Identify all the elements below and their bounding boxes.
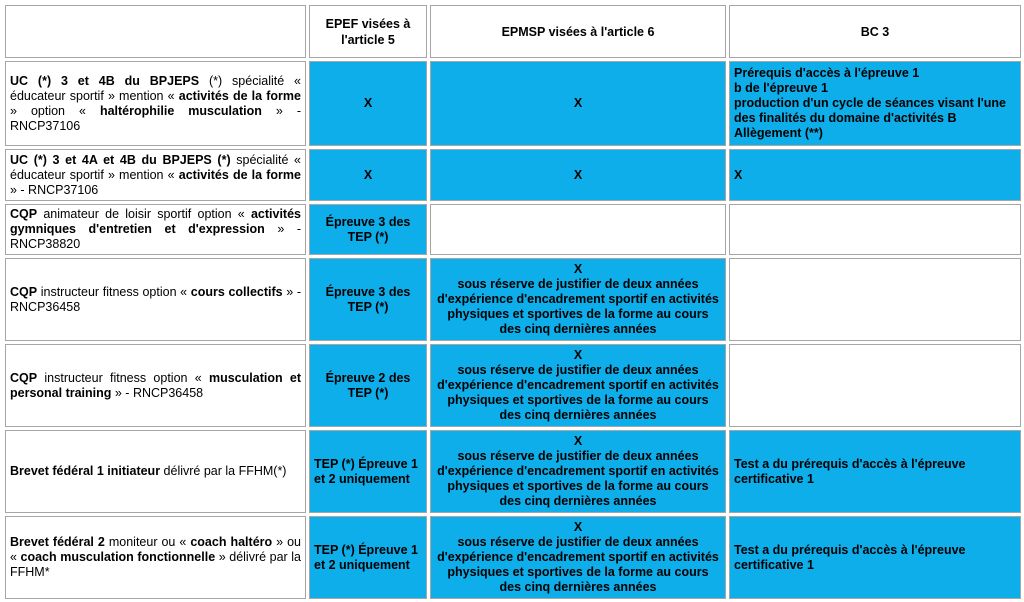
row-label-segment: UC (*) 3 et 4B du BPJEPS: [10, 73, 200, 88]
table-row: [5, 516, 1021, 599]
bc3-cell: [729, 61, 1021, 146]
epef-cell: TEP (*) Épreuve 1 et 2 uniquement: [309, 516, 427, 599]
table-row: [5, 430, 1021, 513]
bc3-line: b de l'épreuve 1: [734, 81, 828, 95]
epmsp-line: X: [573, 434, 583, 448]
bc3-line: Prérequis d'accès à l'épreuve 1: [734, 66, 920, 80]
epef-cell: TEP (*) Épreuve 1 et 2 uniquement: [309, 430, 427, 513]
bc3-line: Allègement (**): [734, 126, 823, 140]
header-row: [5, 5, 1021, 58]
epmsp-cell: [430, 61, 726, 146]
row-label-segment: moniteur ou «: [104, 535, 191, 549]
bc3-line: Test a du prérequis d'accès à l'épreuve certificative 1: [734, 542, 966, 572]
row-label-segment: » délivré par la FFHM*: [10, 550, 301, 579]
bc3-line: production d'un cycle de séances visant l'une des finalités du domaine d'activités B: [734, 96, 1006, 125]
epmsp-line: X: [573, 96, 583, 110]
epmsp-line: sous réserve de justifier de deux années d'expérience d'encadrement sportif en activités physiques et sportives de la forme au cours des cinq dernières années: [437, 449, 719, 508]
epmsp-line: X: [573, 262, 583, 276]
epmsp-cell: [430, 204, 726, 255]
bc3-line: X: [734, 167, 743, 182]
row-label-segment: activités de la forme: [178, 167, 301, 182]
row-label-segment: Brevet fédéral 2: [10, 535, 105, 549]
row-label-segment: Brevet fédéral 1 initiateur: [10, 464, 161, 478]
row-label-segment: (*) spécialité « éducateur sportif » mention «: [10, 73, 301, 103]
epef-cell: X: [309, 149, 427, 201]
row-label-segment: activités gymniques d'entretien et d'expression: [10, 207, 301, 236]
header-bc3: BC 3: [729, 5, 1021, 58]
row-label-segment: » ou «: [10, 535, 302, 564]
row-label: [5, 258, 306, 341]
row-label-segment: CQP: [10, 207, 38, 221]
row-label: [5, 344, 306, 427]
row-label-segment: » - RNCP38820: [10, 222, 302, 251]
epmsp-line: X: [573, 167, 583, 182]
epmsp-cell: [430, 149, 726, 201]
epmsp-cell: [430, 344, 726, 427]
row-label-segment: » option «: [10, 103, 100, 118]
header-empty: [5, 5, 306, 58]
epmsp-line: X: [573, 520, 583, 534]
epmsp-cell: [430, 516, 726, 599]
table-row: [5, 204, 1021, 255]
epmsp-cell: [430, 258, 726, 341]
row-label-segment: coach haltéro: [190, 535, 273, 549]
header-epmsp: EPMSP visées à l'article 6: [430, 5, 726, 58]
epmsp-cell: [430, 430, 726, 513]
table-row: [5, 61, 1021, 146]
row-label-segment: instructeur fitness option «: [37, 370, 209, 385]
row-label-segment: haltérophilie musculation: [99, 103, 262, 118]
row-label-segment: » - RNCP37106: [10, 182, 99, 197]
row-label-segment: coach musculation fonctionnelle: [20, 550, 216, 564]
epef-cell: Épreuve 2 des TEP (*): [309, 344, 427, 427]
bc3-cell: [729, 204, 1021, 255]
row-label: [5, 516, 306, 599]
row-label-segment: activités de la forme: [178, 88, 301, 103]
table-row: [5, 344, 1021, 427]
row-label-segment: CQP: [10, 284, 38, 299]
bc3-cell: [729, 149, 1021, 201]
bc3-cell: [729, 344, 1021, 427]
row-label-segment: spécialité « éducateur sportif » mention «: [10, 152, 302, 182]
epef-cell: Épreuve 3 des TEP (*): [309, 204, 427, 255]
row-label-segment: délivré par la FFHM(*): [160, 464, 287, 478]
row-label-segment: » - RNCP37106: [10, 103, 301, 133]
bc3-cell: [729, 430, 1021, 513]
header-epef: EPEF visées à l'article 5: [309, 5, 427, 58]
table-row: [5, 258, 1021, 341]
epmsp-line: sous réserve de justifier de deux années d'expérience d'encadrement sportif en activités physiques et sportives de la forme au cours des cinq dernières années: [437, 535, 719, 594]
row-label: [5, 61, 306, 146]
row-label-segment: instructeur fitness option «: [37, 284, 191, 299]
equivalence-table: [2, 2, 1024, 602]
epef-cell: Épreuve 3 des TEP (*): [309, 258, 427, 341]
row-label-segment: cours collectifs: [190, 284, 283, 299]
epmsp-line: X: [573, 348, 583, 362]
row-label-segment: UC (*) 3 et 4A et 4B du BPJEPS (*): [10, 152, 231, 167]
row-label-segment: » - RNCP36458: [111, 385, 204, 400]
table-row: [5, 149, 1021, 201]
epef-cell: X: [309, 61, 427, 146]
row-label: [5, 149, 306, 201]
bc3-line: Test a du prérequis d'accès à l'épreuve certificative 1: [734, 456, 966, 486]
row-label: [5, 430, 306, 513]
row-label-segment: animateur de loisir sportif option «: [37, 207, 251, 221]
row-label: [5, 204, 306, 255]
bc3-cell: [729, 258, 1021, 341]
row-label-segment: » - RNCP36458: [10, 284, 302, 314]
row-label-segment: musculation et personal training: [10, 370, 301, 400]
epmsp-line: sous réserve de justifier de deux années d'expérience d'encadrement sportif en activités physiques et sportives de la forme au cours des cinq dernières années: [437, 277, 719, 336]
epmsp-line: sous réserve de justifier de deux années d'expérience d'encadrement sportif en activités physiques et sportives de la forme au cours des cinq dernières années: [437, 363, 719, 422]
row-label-segment: CQP: [10, 370, 38, 385]
bc3-cell: [729, 516, 1021, 599]
